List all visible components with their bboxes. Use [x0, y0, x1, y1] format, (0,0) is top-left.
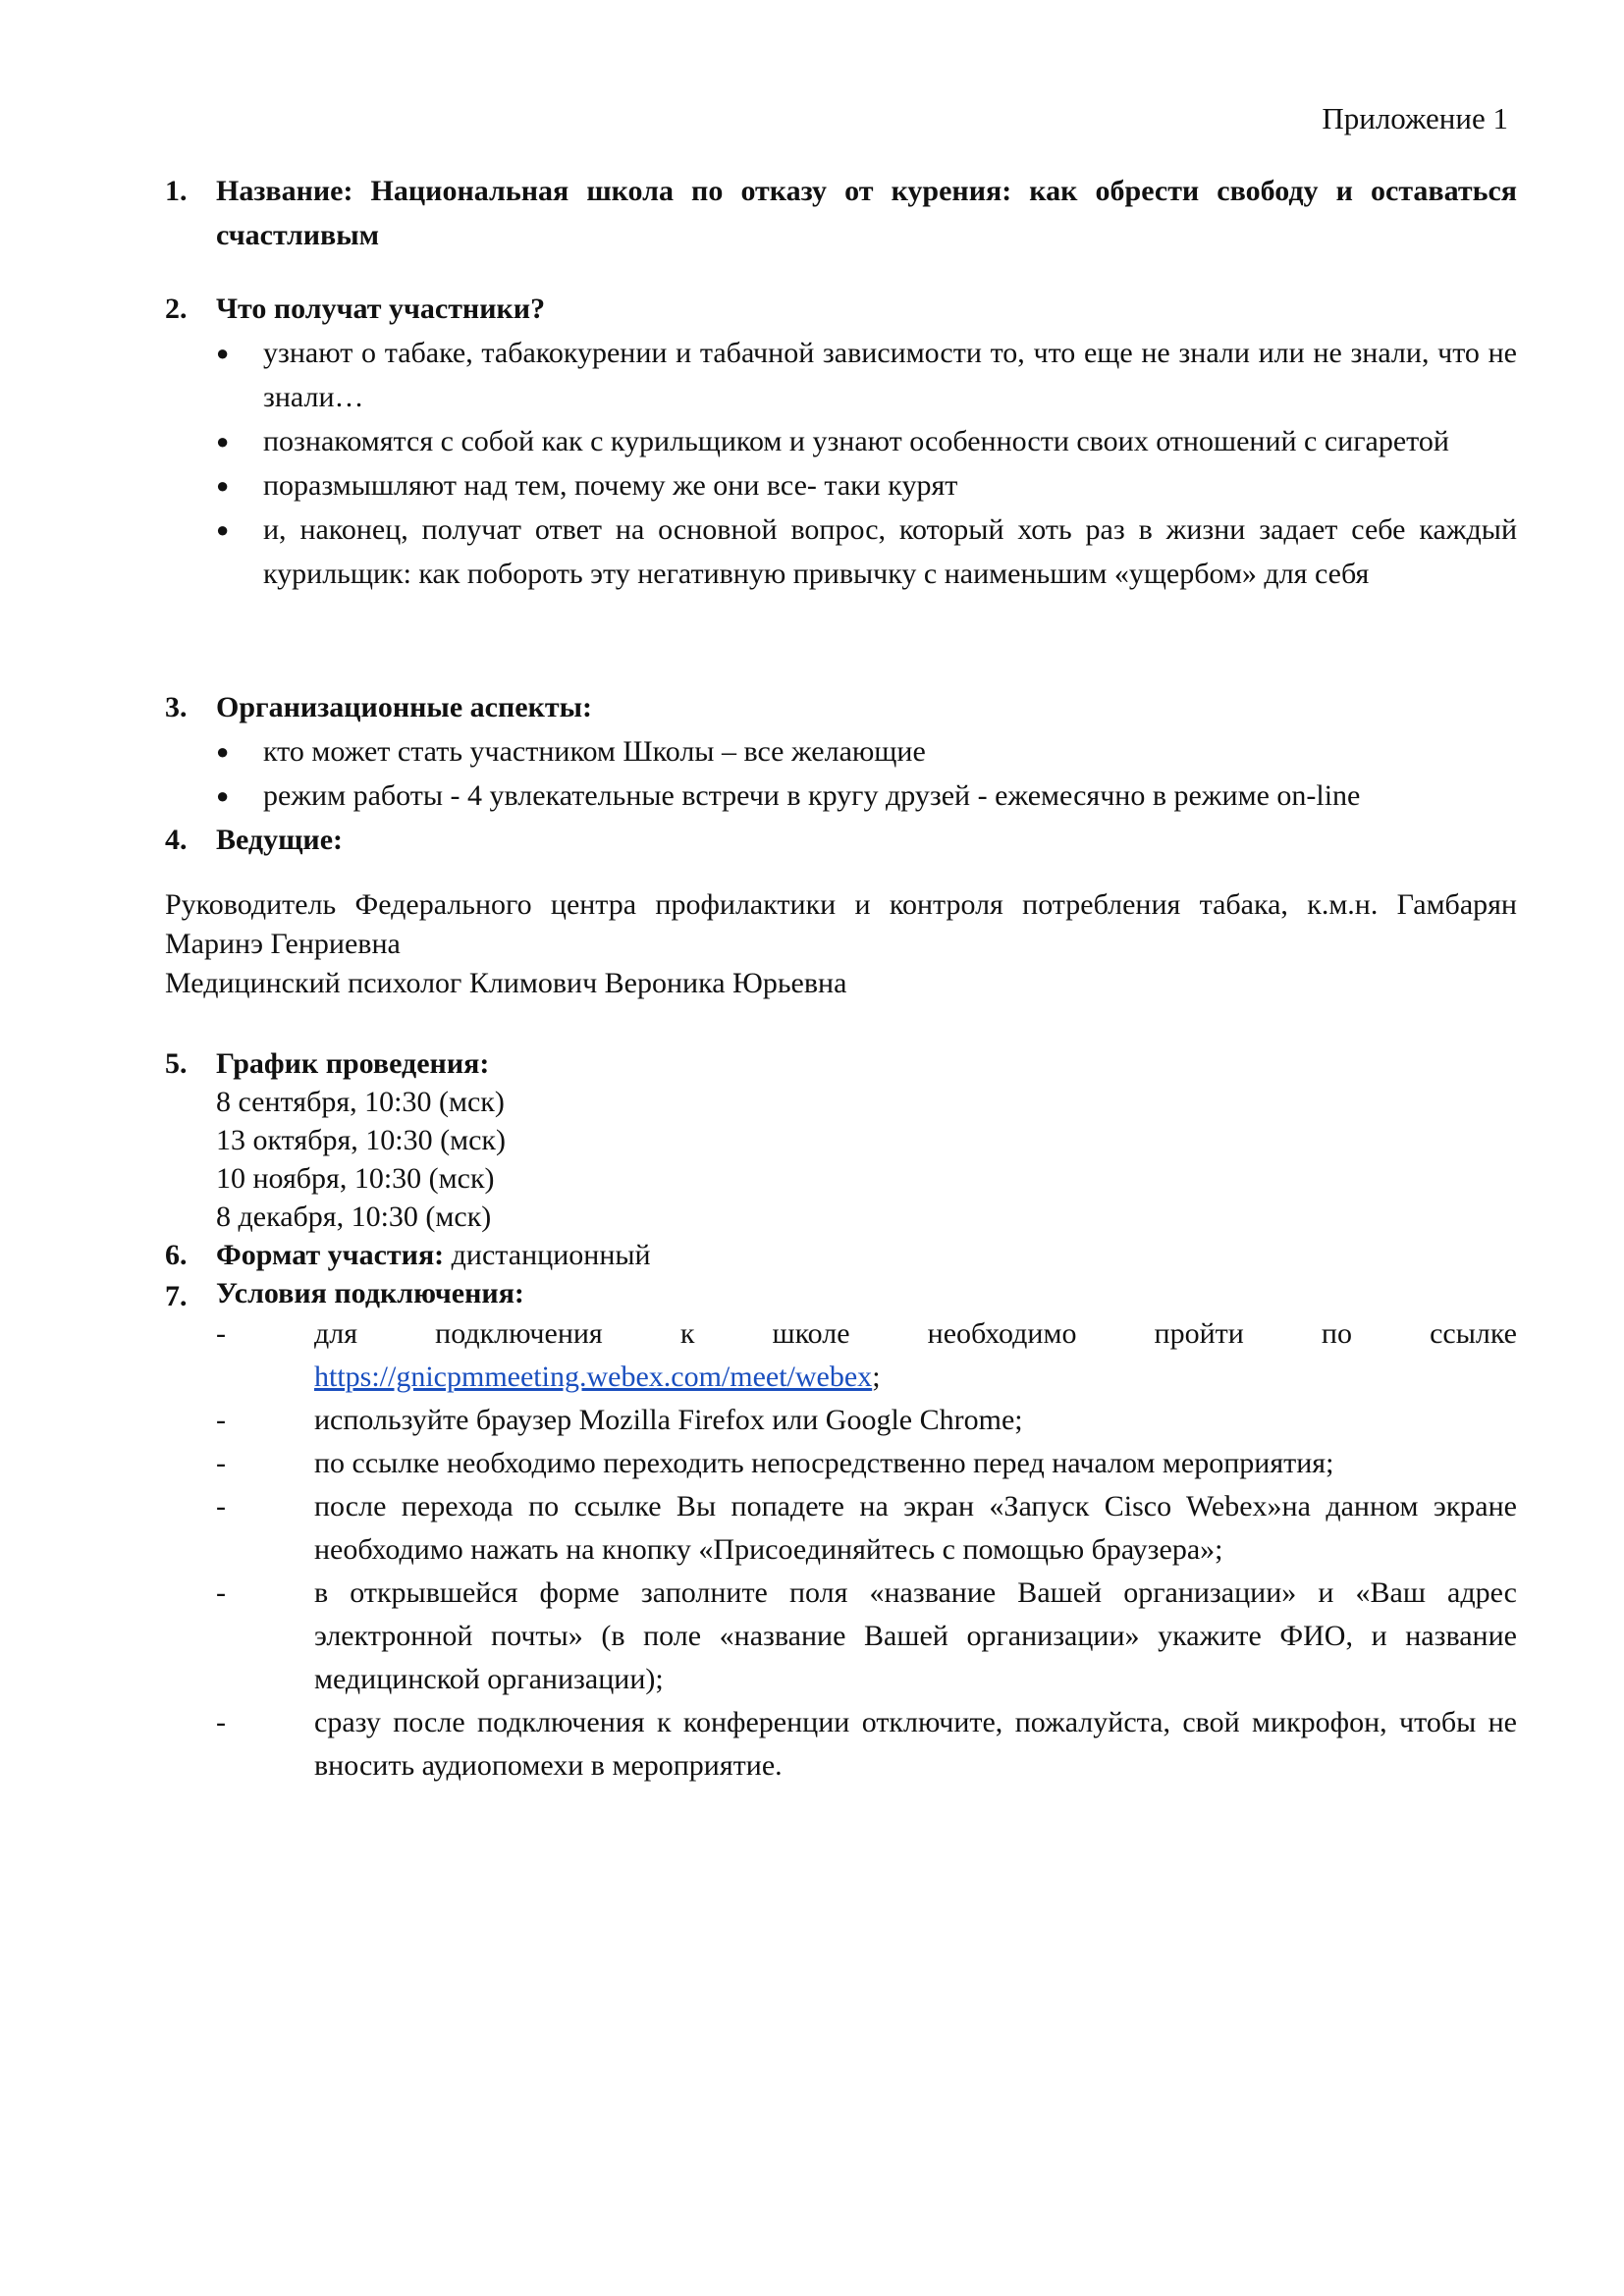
list-item: ● познакомятся с собой как с курильщиком и узнают особенности своих отношений с сигаретой — [216, 419, 1517, 463]
section-heading: Что получат участники? — [216, 293, 546, 325]
list-item: - для подключения к школе необходимо пройти по ссылке https://gnicpmmeeting.webex.com/meet/webex; — [216, 1312, 1517, 1399]
list-item: - после перехода по ссылке Вы попадете на экран «Запуск Cisco Webex»на данном экране необходимо нажать на кнопку «Присоединяйтесь с помощью браузера»; — [216, 1485, 1517, 1572]
section-organization — [165, 685, 1517, 818]
dash-icon: - — [216, 1404, 226, 1436]
section-number: 6. — [165, 1239, 188, 1271]
bullet-icon: ● — [216, 739, 230, 764]
dash-icon: - — [216, 1317, 226, 1350]
webex-link[interactable]: https://gnicpmmeeting.webex.com/meet/webex — [314, 1361, 873, 1393]
appendix-label: Приложение 1 — [1322, 101, 1508, 135]
section-number: 5. — [165, 1047, 188, 1080]
list-item: ● режим работы - 4 увлекательные встречи в кругу друзей - ежемесячно в режиме on-line — [216, 774, 1517, 818]
section-title — [165, 169, 1517, 257]
section-number: 2. — [165, 293, 188, 325]
section-connection — [165, 1274, 1517, 1788]
section-number: 1. — [165, 175, 188, 207]
list-item: - по ссылке необходимо переходить непосредственно перед началом мероприятия; — [216, 1442, 1517, 1485]
section-number: 3. — [165, 691, 188, 723]
section-heading: Ведущие: — [216, 824, 344, 856]
section-format — [165, 1236, 1517, 1274]
list-item: ● кто может стать участником Школы – все желающие — [216, 729, 1517, 774]
bullet-icon: ● — [216, 473, 230, 498]
section-schedule — [165, 1044, 1517, 1236]
list-item: - используйте браузер Mozilla Firefox или Google Chrome; — [216, 1399, 1517, 1442]
section-heading: График проведения: — [216, 1047, 490, 1080]
dash-icon: - — [216, 1490, 226, 1522]
section-heading: Организационные аспекты: — [216, 691, 592, 723]
section-hosts — [165, 818, 1517, 862]
participants-list — [216, 331, 1517, 596]
section-heading: Условия подключения: — [216, 1277, 524, 1309]
host-1: Руководитель Федерального центра профилактики и контроля потребления табака, к.м.н. Гамбарян Маринэ Генриевна — [165, 888, 1517, 960]
schedule-item: 10 ноября, 10:30 (мск) — [216, 1162, 495, 1195]
section-number: 4. — [165, 824, 188, 856]
schedule-item: 13 октября, 10:30 (мск) — [216, 1124, 506, 1156]
list-item: ● и, наконец, получат ответ на основной вопрос, который хоть раз в жизни задает себе каждый курильщик: как побороть эту негативную привычку с наименьшим «ущербом» для себя — [216, 507, 1517, 596]
schedule-item: 8 сентября, 10:30 (мск) — [216, 1086, 505, 1118]
format-value: дистанционный — [444, 1239, 651, 1271]
section-heading: Формат участия: — [216, 1239, 445, 1271]
section-participants — [165, 287, 1517, 596]
section-number: 7. — [165, 1280, 188, 1312]
bullet-icon: ● — [216, 341, 230, 365]
host-2: Медицинский психолог Климович Вероника Юрьевна — [165, 967, 847, 999]
schedule-item: 8 декабря, 10:30 (мск) — [216, 1201, 492, 1233]
format-line — [216, 1236, 1517, 1274]
list-item: ● узнают о табаке, табакокурении и табачной зависимости то, что еще не знали или не знали, что не знали… — [216, 331, 1517, 419]
bullet-icon: ● — [216, 429, 230, 454]
bullet-icon: ● — [216, 783, 230, 808]
organization-list — [216, 729, 1517, 818]
school-title: Название: Национальная школа по отказу от курения: как обрести свободу и оставаться счастливым — [216, 175, 1517, 251]
list-item: - сразу после подключения к конференции отключите, пожалуйста, свой микрофон, чтобы не вносить аудиопомехи в мероприятие. — [216, 1701, 1517, 1788]
list-item: - в открывшейся форме заполните поля «название Вашей организации» и «Ваш адрес электронной почты» (в поле «название Вашей организации» укажите ФИО, и название медицинской организации); — [216, 1572, 1517, 1701]
connection-list — [216, 1312, 1517, 1788]
dash-icon: - — [216, 1576, 226, 1609]
bullet-icon: ● — [216, 517, 230, 542]
dash-icon: - — [216, 1447, 226, 1479]
list-item: ● поразмышляют над тем, почему же они все- таки курят — [216, 463, 1517, 507]
dash-icon: - — [216, 1706, 226, 1738]
